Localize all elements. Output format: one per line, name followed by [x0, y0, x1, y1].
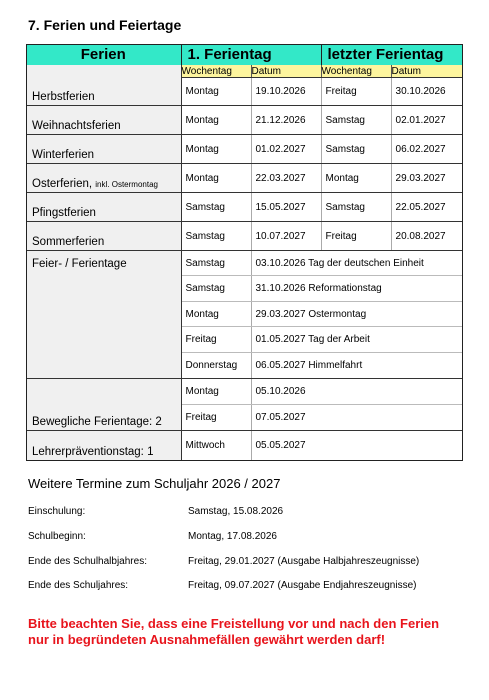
holiday-name: Winterferien	[26, 135, 181, 164]
holiday-name: Pfingstferien	[26, 193, 181, 222]
feiertage-label: Feier- / Ferientage	[26, 251, 181, 379]
weekday-start: Montag	[181, 78, 251, 106]
beweglich-weekday: Montag	[181, 379, 251, 405]
praevention-label: Lehrerpräventionstag: 1	[26, 431, 181, 460]
feiertag-weekday: Samstag	[181, 276, 251, 302]
table-row	[26, 251, 463, 276]
weekday-start: Montag	[181, 106, 251, 135]
table-row	[26, 431, 463, 460]
date-start: 19.10.2026	[251, 78, 321, 106]
holiday-name: Osterferien,	[32, 178, 93, 190]
beweglich-date: 07.05.2027	[251, 405, 463, 431]
weekday-start: Samstag	[181, 193, 251, 222]
date-end: 06.02.2027	[391, 135, 463, 164]
feiertag-weekday: Samstag	[181, 251, 251, 276]
category-cell	[26, 65, 181, 106]
header-first-day: 1. Ferientag	[181, 44, 321, 65]
table-header-row	[26, 44, 463, 65]
weekday-end: Samstag	[321, 135, 391, 164]
weekday-start: Montag	[181, 135, 251, 164]
weekday-end: Freitag	[321, 222, 391, 251]
beweglich-weekday: Freitag	[181, 405, 251, 431]
termin-value: Samstag, 15.08.2026	[188, 506, 284, 517]
termin-value: Freitag, 29.01.2027 (Ausgabe Halbjahreszeugnisse)	[188, 556, 420, 567]
feiertag-date: 03.10.2026 Tag der deutschen Einheit	[251, 251, 463, 276]
beweglich-label: Bewegliche Ferientage: 2	[26, 379, 181, 431]
date-start: 15.05.2027	[251, 193, 321, 222]
table-row	[26, 106, 463, 135]
subheader-weekday-2: Wochentag	[321, 65, 391, 78]
date-start: 22.03.2027	[251, 164, 321, 193]
feiertag-weekday: Montag	[181, 302, 251, 327]
notice-text: Bitte beachten Sie, dass eine Freistellung vor und nach den Ferien nur in begründeten Ausnahmefällen gewährt werden darf!	[28, 616, 440, 647]
table-row	[26, 164, 463, 193]
header-last-day: letzter Ferientag	[321, 44, 463, 65]
termin-label: Einschulung:	[28, 506, 86, 517]
holiday-name-cell	[26, 164, 181, 193]
praevention-weekday: Mittwoch	[181, 431, 251, 460]
termin-value: Montag, 17.08.2026	[188, 531, 277, 542]
holiday-name: Sommerferien	[26, 222, 181, 251]
termin-label: Ende des Schuljahres:	[28, 580, 129, 591]
termin-label: Schulbeginn:	[28, 531, 86, 542]
table-subheader-row	[26, 65, 463, 78]
subheader-date-1: Datum	[251, 65, 321, 78]
date-end: 30.10.2026	[391, 78, 463, 106]
feiertag-weekday: Freitag	[181, 327, 251, 353]
weekday-end: Freitag	[321, 78, 391, 106]
date-start: 01.02.2027	[251, 135, 321, 164]
termin-label: Ende des Schulhalbjahres:	[28, 556, 147, 567]
termin-value: Freitag, 09.07.2027 (Ausgabe Endjahreszeugnisse)	[188, 580, 417, 591]
feiertag-date: 31.10.2026 Reformationstag	[251, 276, 463, 302]
table-row	[26, 193, 463, 222]
weekday-end: Samstag	[321, 106, 391, 135]
date-start: 10.07.2027	[251, 222, 321, 251]
holiday-note: inkl. Ostermontag	[95, 180, 158, 189]
date-end: 02.01.2027	[391, 106, 463, 135]
holiday-name: Herbstferien	[32, 91, 95, 103]
date-start: 21.12.2026	[251, 106, 321, 135]
weekday-start: Samstag	[181, 222, 251, 251]
weekday-start: Montag	[181, 164, 251, 193]
holiday-name: Weihnachtsferien	[26, 106, 181, 135]
weekday-end: Samstag	[321, 193, 391, 222]
table-row	[26, 135, 463, 164]
date-end: 20.08.2027	[391, 222, 463, 251]
beweglich-date: 05.10.2026	[251, 379, 463, 405]
subheader-weekday-1: Wochentag	[181, 65, 251, 78]
page-title: 7. Ferien und Feiertage	[28, 17, 182, 33]
subheader-date-2: Datum	[391, 65, 463, 78]
holiday-table	[26, 44, 463, 460]
date-end: 22.05.2027	[391, 193, 463, 222]
feiertag-date: 06.05.2027 Himmelfahrt	[251, 353, 463, 379]
weekday-end: Montag	[321, 164, 391, 193]
date-end: 29.03.2027	[391, 164, 463, 193]
table-row	[26, 379, 463, 405]
weitere-termine-title: Weitere Termine zum Schuljahr 2026 / 2027	[28, 476, 281, 491]
praevention-date: 05.05.2027	[255, 439, 306, 451]
table-row	[26, 222, 463, 251]
feiertag-date: 29.03.2027 Ostermontag	[251, 302, 463, 327]
header-ferien: Ferien	[26, 44, 181, 65]
feiertag-date: 01.05.2027 Tag der Arbeit	[251, 327, 463, 353]
feiertag-weekday: Donnerstag	[181, 353, 251, 379]
